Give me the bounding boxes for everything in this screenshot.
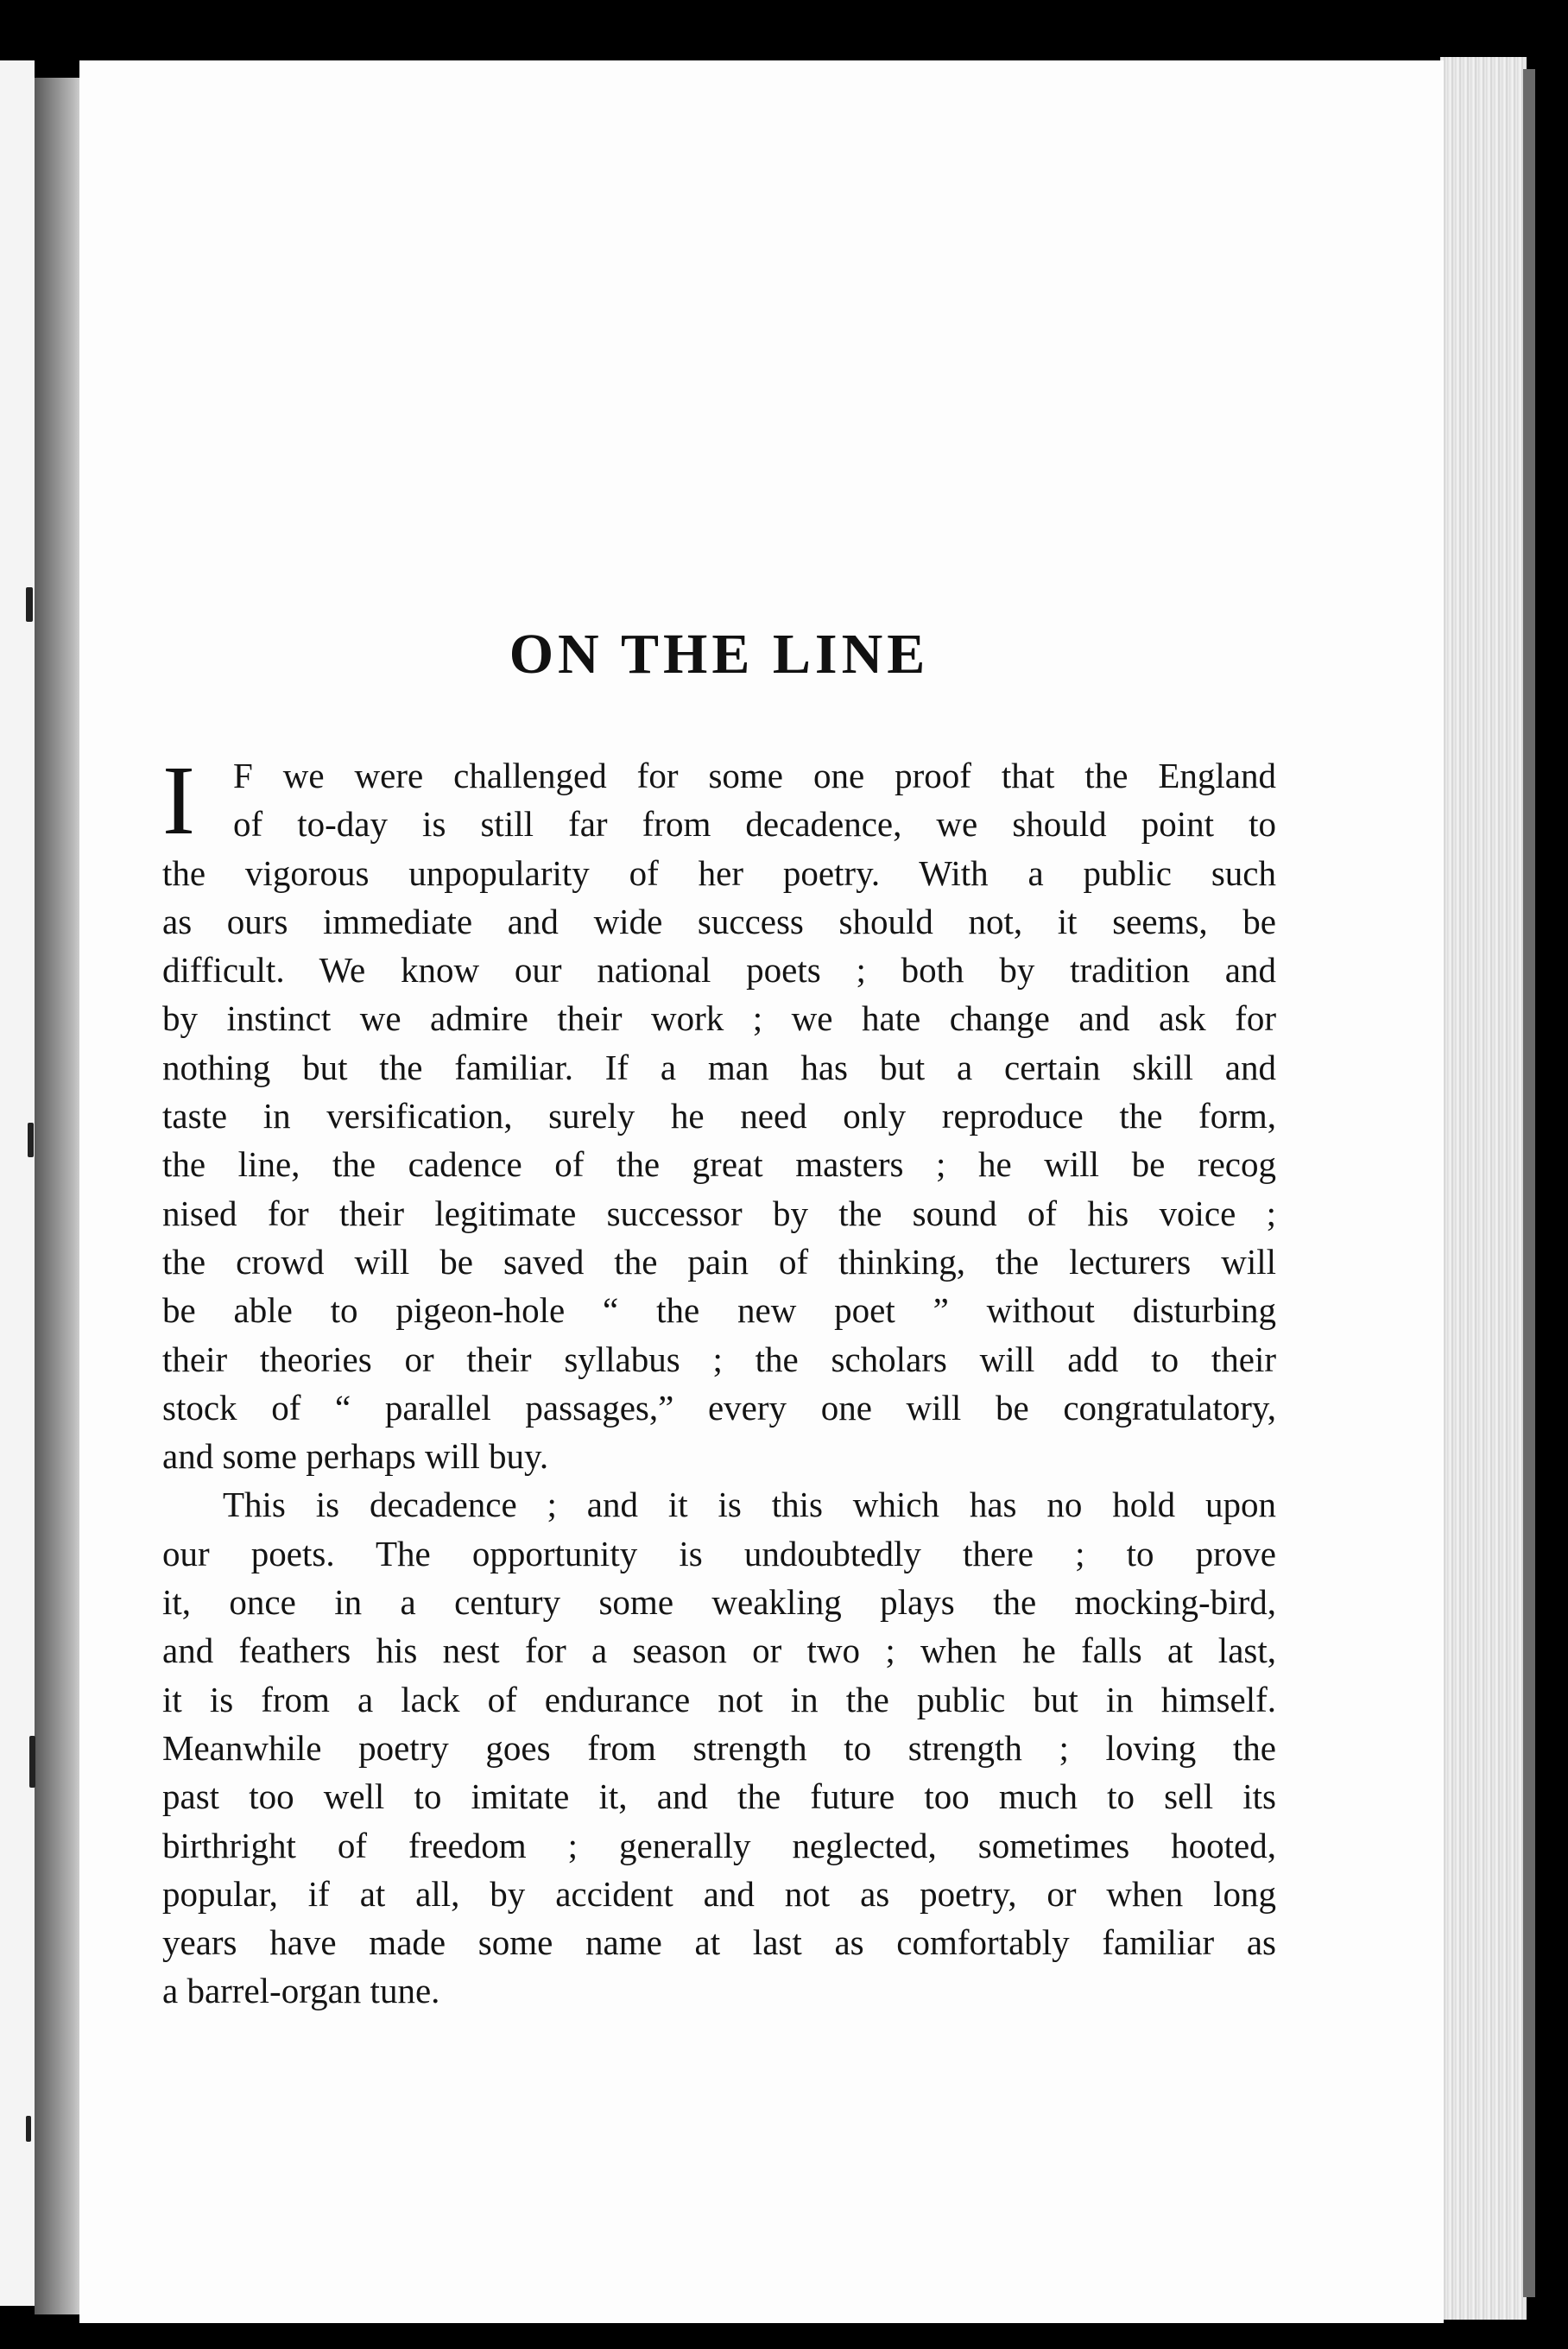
text-line: nothing but the familiar. If a man has but a certain skill and: [162, 1047, 1276, 1087]
text-line: taste in versification, surely he need only reproduce the form,: [162, 1096, 1276, 1137]
text-line: and some perhaps will buy.: [162, 1436, 549, 1477]
text-line: the line, the cadence of the great masters ; he will be recog: [162, 1144, 1276, 1185]
text-line: nised for their legitimate successor by the sound of his voice ;: [162, 1193, 1276, 1233]
scan-speck: [26, 2116, 31, 2142]
scan-speck: [28, 1123, 34, 1157]
text-line: difficult. We know our national poets ; both by tradition and: [162, 950, 1276, 991]
text-line: the crowd will be saved the pain of thinking, the lecturers will: [162, 1241, 1276, 1282]
text-line: and feathers his nest for a season or two ; when he falls at last,: [162, 1630, 1276, 1671]
text-line: past too well to imitate it, and the future too much to sell its: [162, 1776, 1276, 1817]
text-line: by instinct we admire their work ; we hate change and ask for: [162, 998, 1276, 1039]
text-line: the vigorous unpopularity of her poetry. With a public such: [162, 852, 1276, 893]
text-line: it, once in a century some weakling plays the mocking-bird,: [162, 1582, 1276, 1623]
text-line: years have made some name at last as comfortably familiar as: [162, 1922, 1276, 1963]
text-line: This is decadence ; and it is this which has no hold upon: [223, 1485, 1276, 1525]
text-line: F we were challenged for some one proof that the England: [233, 756, 1276, 795]
scan-speck: [26, 587, 33, 622]
facing-page-edge: [0, 60, 35, 2306]
scan-speck: [29, 1736, 35, 1788]
page-block-shadow: [1523, 69, 1535, 2297]
text-line: it is from a lack of endurance not in the public but in himself.: [162, 1679, 1276, 1719]
text-line: popular, if at all, by accident and not as poetry, or when long: [162, 1873, 1276, 1914]
text-line: Meanwhile poetry goes from strength to strength ; loving the: [162, 1727, 1276, 1768]
text-line: be able to pigeon-hole “ the new poet ” without disturbing: [162, 1290, 1276, 1331]
text-line: stock of “ parallel passages,” every one will be congratulatory,: [162, 1387, 1276, 1428]
text-line: their theories or their syllabus ; the scholars will add to their: [162, 1339, 1276, 1379]
book-page: [79, 60, 1444, 2323]
text-line: birthright of freedom ; generally neglected, sometimes hooted,: [162, 1825, 1276, 1865]
book-gutter: [35, 78, 83, 2314]
drop-cap: I: [162, 745, 195, 855]
text-line: a barrel-organ tune.: [162, 1971, 440, 2011]
text-line: our poets. The opportunity is undoubtedly there ; to prove: [162, 1533, 1276, 1573]
page-title: ON THE LINE: [509, 623, 930, 686]
text-line: as ours immediate and wide success should not, it seems, be: [162, 901, 1276, 941]
page-block-edges: [1440, 57, 1527, 2320]
text-line: of to-day is still far from decadence, we should point to: [233, 804, 1276, 845]
body-text: [162, 745, 1276, 2016]
